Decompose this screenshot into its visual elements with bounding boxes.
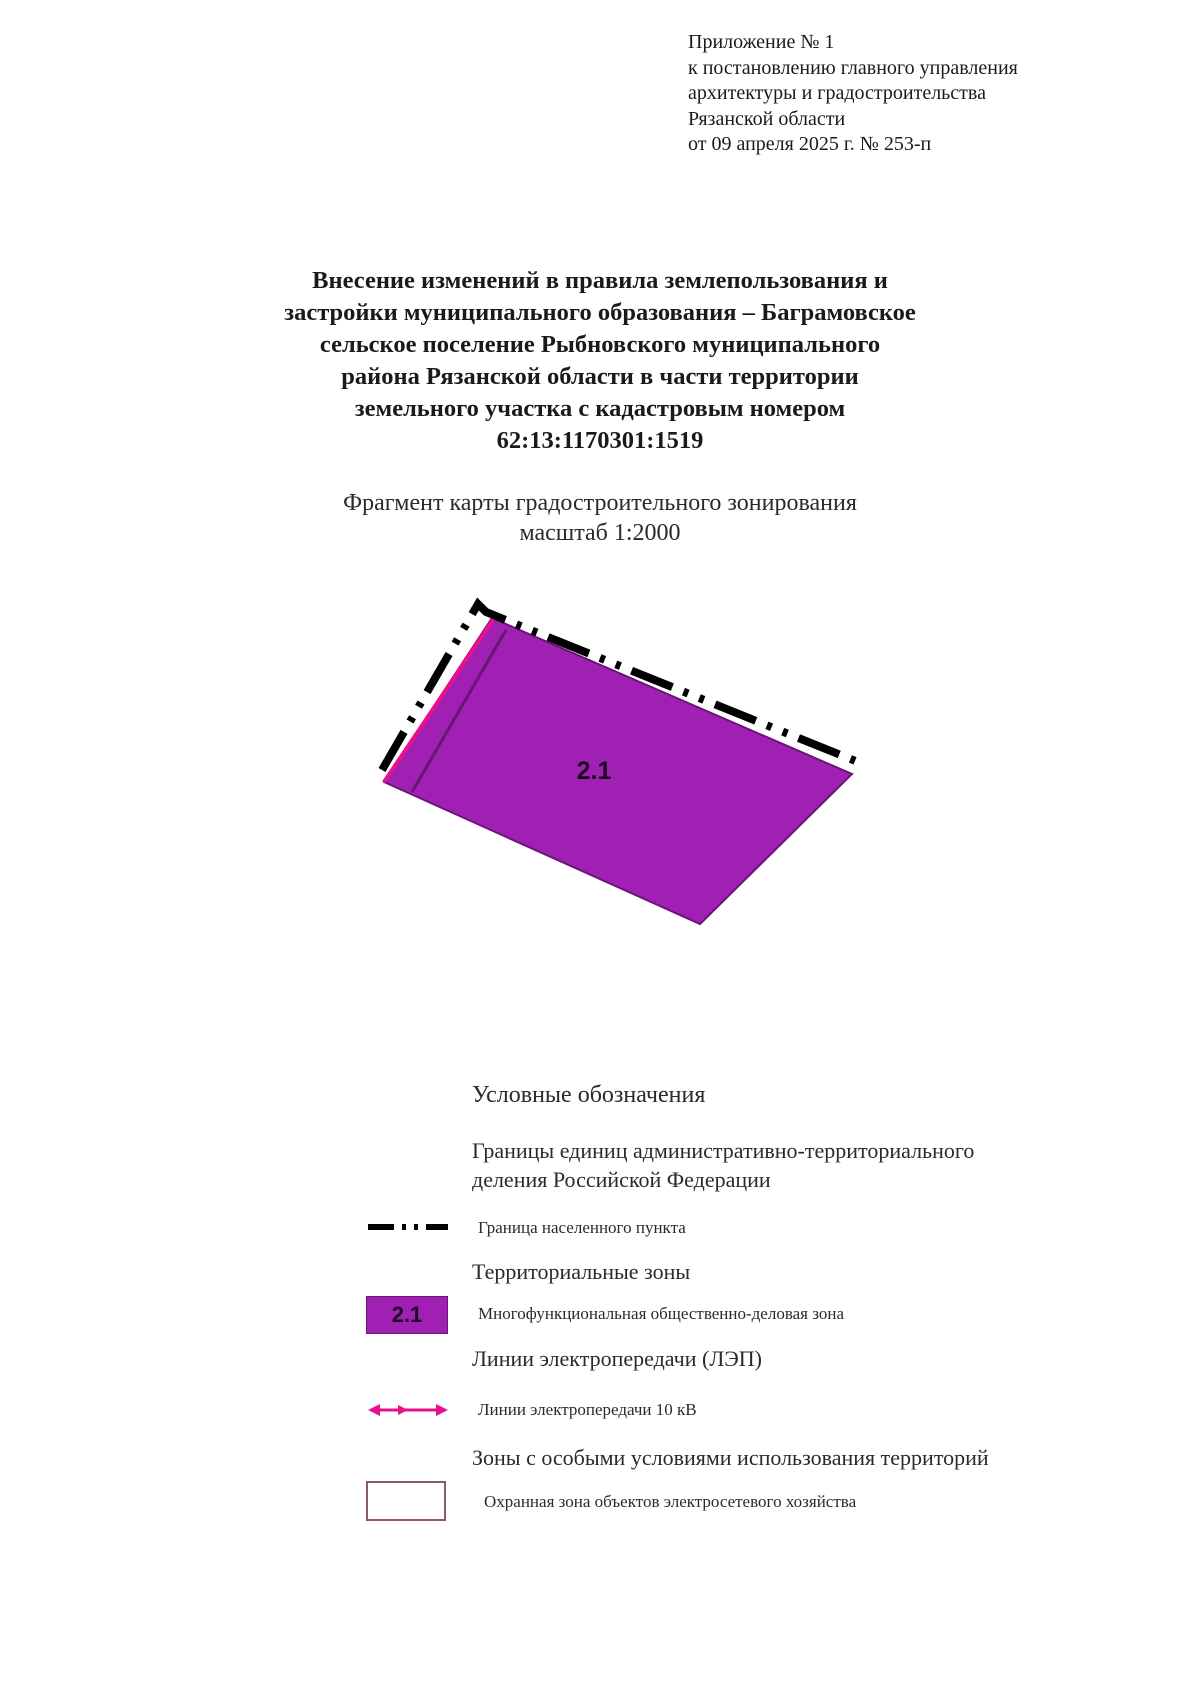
legend-zone-name: Многофункциональная общественно-деловая зона (478, 1304, 845, 1323)
legend-heading: Условные обозначения (472, 1082, 706, 1108)
appendix-line-5: от 09 апреля 2025 г. № 253-п (688, 133, 932, 155)
legend-power-line: Линии электропередачи 10 кВ (478, 1400, 697, 1419)
appendix-line-2: к постановлению главного управления (688, 56, 1018, 79)
title-line-4: района Рязанской области в части территории (341, 363, 859, 390)
title-line-1: Внесение изменений в правила землепользования и (312, 267, 888, 294)
title-line-3: сельское поселение Рыбновского муниципального (319, 331, 881, 358)
legend-power-heading: Линии электропередачи (ЛЭП) (472, 1346, 762, 1371)
title-line-5: земельного участка с кадастровым номером (354, 395, 846, 422)
zoning-map (0, 580, 1200, 940)
legend-protection-zone: Охранная зона объектов электросетевого хозяйства (484, 1492, 857, 1511)
title-line-6: 62:13:1170301:1519 (496, 427, 704, 454)
legend-settlement-boundary: Граница населенного пункта (478, 1218, 686, 1237)
appendix-line-1: Приложение № 1 (688, 31, 835, 53)
legend-admin-heading (472, 1136, 974, 1194)
legend-special-heading: Зоны с особыми условиями использования территорий (472, 1445, 989, 1470)
map-title-line-1: Фрагмент карты градостроительного зонирования (343, 490, 857, 516)
legend-admin-heading-line-2: деления Российской Федерации (472, 1167, 771, 1192)
legend-zones-heading: Территориальные зоны (472, 1259, 691, 1284)
appendix-line-3: архитектуры и градостроительства (688, 82, 986, 104)
legend-admin-heading-line-1: Границы единиц административно-территориального (472, 1138, 975, 1163)
map-title (100, 488, 1100, 548)
protection-zone-swatch (366, 1481, 446, 1521)
appendix-line-4: Рязанской области (688, 107, 846, 130)
appendix-header (688, 30, 1168, 158)
title-line-2: застройки муниципального образования – Баграмовское (284, 299, 916, 326)
map-scale: масштаб 1:2000 (519, 520, 681, 546)
document-title (100, 265, 1100, 457)
zone-2-1-swatch: 2.1 (366, 1296, 448, 1334)
settlement-boundary-icon (366, 1220, 450, 1234)
zone-label: 2.1 (576, 757, 612, 785)
power-line-icon (366, 1402, 450, 1418)
